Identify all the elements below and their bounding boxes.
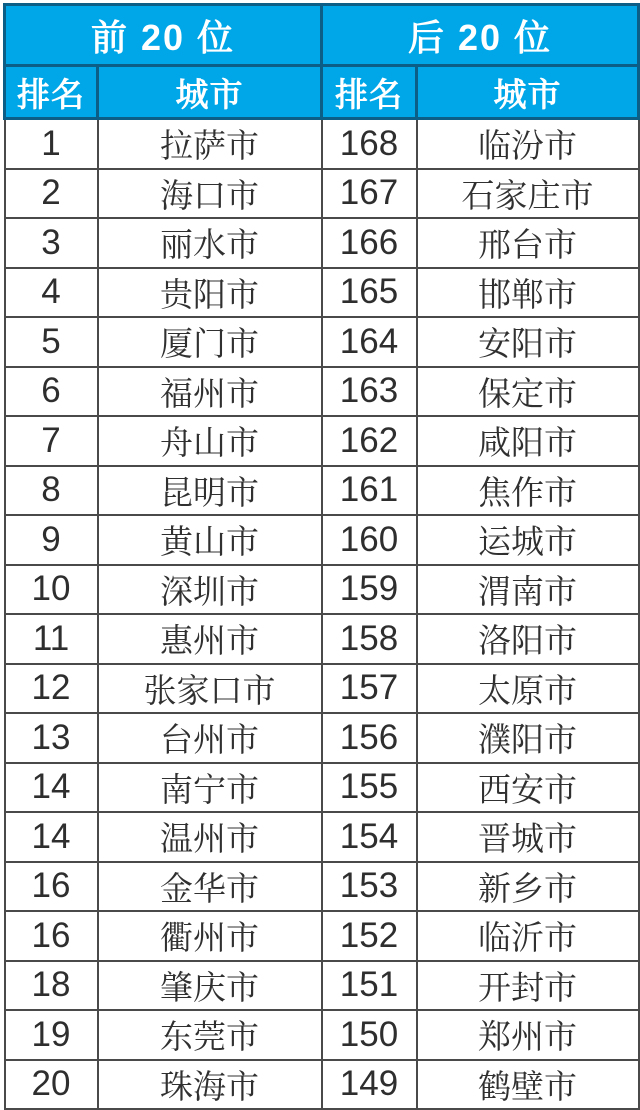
front-rank-cell: 6 bbox=[5, 367, 98, 417]
back-city-cell: 郑州市 bbox=[417, 1010, 639, 1060]
back-rank-cell: 161 bbox=[322, 466, 417, 516]
column-header-row bbox=[5, 66, 639, 119]
back-rank-cell: 149 bbox=[322, 1060, 417, 1110]
front-rank-cell: 20 bbox=[5, 1060, 98, 1110]
back-city-cell: 保定市 bbox=[417, 367, 639, 417]
back-rank-cell: 150 bbox=[322, 1010, 417, 1060]
back-city-cell: 洛阳市 bbox=[417, 614, 639, 664]
back-rank-cell: 151 bbox=[322, 961, 417, 1011]
back-rank-cell: 168 bbox=[322, 119, 417, 169]
table-row bbox=[5, 565, 639, 615]
front-city-cell: 厦门市 bbox=[98, 317, 322, 367]
back-city-cell: 安阳市 bbox=[417, 317, 639, 367]
back-city-cell: 渭南市 bbox=[417, 565, 639, 615]
column-header-front-city: 城市 bbox=[98, 66, 322, 119]
front-city-cell: 深圳市 bbox=[98, 565, 322, 615]
front-city-cell: 贵阳市 bbox=[98, 268, 322, 318]
table-row bbox=[5, 317, 639, 367]
front-city-cell: 张家口市 bbox=[98, 664, 322, 714]
front-city-cell: 肇庆市 bbox=[98, 961, 322, 1011]
front-rank-cell: 14 bbox=[5, 812, 98, 862]
front-rank-cell: 14 bbox=[5, 763, 98, 813]
front-city-cell: 衢州市 bbox=[98, 911, 322, 961]
table-row bbox=[5, 119, 639, 169]
back-rank-cell: 158 bbox=[322, 614, 417, 664]
front-rank-cell: 1 bbox=[5, 119, 98, 169]
table-row bbox=[5, 1060, 639, 1110]
table-row bbox=[5, 614, 639, 664]
back-city-cell: 开封市 bbox=[417, 961, 639, 1011]
back-city-cell: 鹤壁市 bbox=[417, 1060, 639, 1110]
table-body bbox=[5, 119, 639, 1110]
front-city-cell: 拉萨市 bbox=[98, 119, 322, 169]
back-rank-cell: 167 bbox=[322, 169, 417, 219]
table-row bbox=[5, 218, 639, 268]
group-header-row bbox=[5, 5, 639, 66]
table-row bbox=[5, 862, 639, 912]
table-row bbox=[5, 812, 639, 862]
front-city-cell: 福州市 bbox=[98, 367, 322, 417]
back-city-cell: 晋城市 bbox=[417, 812, 639, 862]
column-header-back-city: 城市 bbox=[417, 66, 639, 119]
table-row bbox=[5, 911, 639, 961]
back-city-cell: 临汾市 bbox=[417, 119, 639, 169]
front-city-cell: 黄山市 bbox=[98, 515, 322, 565]
back-city-cell: 临沂市 bbox=[417, 911, 639, 961]
front-rank-cell: 2 bbox=[5, 169, 98, 219]
front-city-cell: 舟山市 bbox=[98, 416, 322, 466]
group-header-top20: 前 20 位 bbox=[5, 5, 322, 66]
table-row bbox=[5, 1010, 639, 1060]
table-row bbox=[5, 169, 639, 219]
table-row bbox=[5, 515, 639, 565]
back-city-cell: 新乡市 bbox=[417, 862, 639, 912]
back-city-cell: 太原市 bbox=[417, 664, 639, 714]
front-city-cell: 珠海市 bbox=[98, 1060, 322, 1110]
back-city-cell: 濮阳市 bbox=[417, 713, 639, 763]
back-city-cell: 石家庄市 bbox=[417, 169, 639, 219]
front-rank-cell: 3 bbox=[5, 218, 98, 268]
front-rank-cell: 5 bbox=[5, 317, 98, 367]
front-city-cell: 东莞市 bbox=[98, 1010, 322, 1060]
city-ranking-table bbox=[3, 3, 640, 1110]
front-city-cell: 台州市 bbox=[98, 713, 322, 763]
front-city-cell: 金华市 bbox=[98, 862, 322, 912]
table-row bbox=[5, 416, 639, 466]
front-rank-cell: 13 bbox=[5, 713, 98, 763]
front-rank-cell: 18 bbox=[5, 961, 98, 1011]
back-city-cell: 咸阳市 bbox=[417, 416, 639, 466]
front-rank-cell: 11 bbox=[5, 614, 98, 664]
back-city-cell: 西安市 bbox=[417, 763, 639, 813]
front-rank-cell: 16 bbox=[5, 862, 98, 912]
front-rank-cell: 8 bbox=[5, 466, 98, 516]
table-row bbox=[5, 664, 639, 714]
front-city-cell: 南宁市 bbox=[98, 763, 322, 813]
table-row bbox=[5, 466, 639, 516]
front-rank-cell: 10 bbox=[5, 565, 98, 615]
back-rank-cell: 160 bbox=[322, 515, 417, 565]
back-rank-cell: 165 bbox=[322, 268, 417, 318]
table-header bbox=[5, 5, 639, 119]
table-row bbox=[5, 713, 639, 763]
back-rank-cell: 156 bbox=[322, 713, 417, 763]
front-rank-cell: 12 bbox=[5, 664, 98, 714]
back-city-cell: 邯郸市 bbox=[417, 268, 639, 318]
group-header-bottom20: 后 20 位 bbox=[322, 5, 639, 66]
column-header-front-rank: 排名 bbox=[5, 66, 98, 119]
front-city-cell: 丽水市 bbox=[98, 218, 322, 268]
back-rank-cell: 155 bbox=[322, 763, 417, 813]
front-rank-cell: 9 bbox=[5, 515, 98, 565]
column-header-back-rank: 排名 bbox=[322, 66, 417, 119]
back-rank-cell: 154 bbox=[322, 812, 417, 862]
back-rank-cell: 163 bbox=[322, 367, 417, 417]
front-rank-cell: 7 bbox=[5, 416, 98, 466]
back-city-cell: 焦作市 bbox=[417, 466, 639, 516]
front-city-cell: 惠州市 bbox=[98, 614, 322, 664]
front-city-cell: 温州市 bbox=[98, 812, 322, 862]
back-rank-cell: 152 bbox=[322, 911, 417, 961]
back-rank-cell: 153 bbox=[322, 862, 417, 912]
table-row bbox=[5, 367, 639, 417]
back-rank-cell: 162 bbox=[322, 416, 417, 466]
back-city-cell: 运城市 bbox=[417, 515, 639, 565]
front-city-cell: 昆明市 bbox=[98, 466, 322, 516]
front-city-cell: 海口市 bbox=[98, 169, 322, 219]
back-rank-cell: 159 bbox=[322, 565, 417, 615]
front-rank-cell: 16 bbox=[5, 911, 98, 961]
front-rank-cell: 19 bbox=[5, 1010, 98, 1060]
back-rank-cell: 164 bbox=[322, 317, 417, 367]
front-rank-cell: 4 bbox=[5, 268, 98, 318]
table-row bbox=[5, 763, 639, 813]
back-rank-cell: 157 bbox=[322, 664, 417, 714]
table-row bbox=[5, 268, 639, 318]
back-rank-cell: 166 bbox=[322, 218, 417, 268]
back-city-cell: 邢台市 bbox=[417, 218, 639, 268]
table-row bbox=[5, 961, 639, 1011]
